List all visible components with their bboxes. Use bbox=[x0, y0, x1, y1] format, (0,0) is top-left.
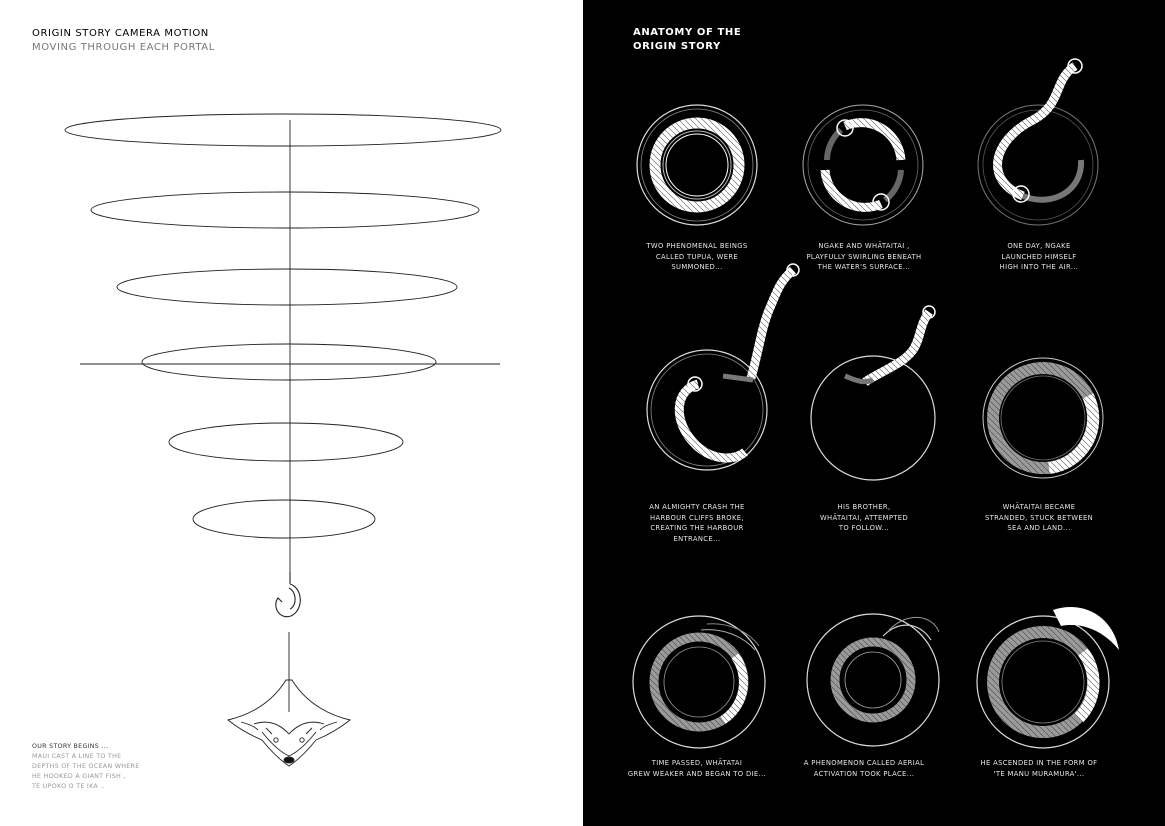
caption-6 bbox=[953, 502, 1125, 534]
caption-7 bbox=[611, 758, 783, 779]
caption-3-line-1: ONE DAY, NGAKE bbox=[1007, 242, 1071, 250]
caption-5-line-1: HIS BROTHER, bbox=[837, 503, 891, 511]
caption-6-line-1: WHĀTAITAI BECAME bbox=[1002, 503, 1076, 511]
right-panel bbox=[583, 0, 1165, 826]
caption-4 bbox=[611, 502, 783, 544]
caption-2-line-1: NGAKE AND WHĀTAITAI , bbox=[818, 242, 910, 250]
caption-3-line-3: HIGH INTO THE AIR... bbox=[999, 263, 1079, 271]
illustration-8-aerial-activation bbox=[807, 614, 939, 746]
story-line-1: OUR STORY BEGINS ... bbox=[32, 743, 109, 750]
story-illustrations bbox=[583, 0, 1165, 826]
caption-8-line-1: A PHENOMENON CALLED AERIAL bbox=[803, 759, 925, 767]
portal-ring-2 bbox=[91, 192, 479, 228]
right-title-line-2: ORIGIN STORY bbox=[633, 41, 721, 52]
portal-ring-3 bbox=[117, 269, 457, 305]
illustration-5-whataitai-follows bbox=[811, 306, 935, 480]
left-title: ORIGIN STORY CAMERA MOTION bbox=[32, 28, 209, 39]
caption-1-line-1: TWO PHENOMENAL BEINGS bbox=[646, 242, 748, 250]
story-line-3: DEPTHS OF THE OCEAN WHERE bbox=[32, 763, 140, 770]
caption-5-line-2: WHĀTAITAI, ATTEMPTED bbox=[819, 513, 909, 522]
caption-9-line-1: HE ASCENDED IN THE FORM OF bbox=[980, 759, 1098, 767]
right-title-line-1: ANATOMY OF THE bbox=[633, 27, 742, 38]
caption-3-line-2: LAUNCHED HIMSELF bbox=[1001, 252, 1077, 261]
caption-5-line-3: TO FOLLOW... bbox=[838, 524, 890, 532]
manta-ray-icon bbox=[228, 632, 350, 766]
caption-7-line-2: GREW WEAKER AND BEGAN TO DIE... bbox=[627, 769, 767, 778]
caption-1 bbox=[611, 241, 783, 273]
caption-2-line-3: THE WATER'S SURFACE... bbox=[817, 263, 911, 271]
portal-ring-1 bbox=[65, 114, 501, 146]
portal-ring-6 bbox=[193, 500, 375, 538]
caption-5 bbox=[778, 502, 950, 534]
story-line-5: TE UPOKO O TE IKA .. bbox=[32, 783, 105, 790]
caption-6-line-3: SEA AND LAND... bbox=[1007, 524, 1071, 532]
caption-8-line-2: ACTIVATION TOOK PLACE... bbox=[813, 769, 915, 778]
illustration-9-te-manu-muramura bbox=[977, 607, 1119, 748]
left-subtitle: MOVING THROUGH EACH PORTAL bbox=[32, 42, 215, 53]
caption-2-line-2: PLAYFULLY SWIRLING BENEATH bbox=[806, 252, 922, 261]
caption-9 bbox=[953, 758, 1125, 779]
story-line-2: MAUI CAST A LINE TO THE bbox=[32, 753, 122, 760]
caption-4-line-1: AN ALMIGHTY CRASH THE bbox=[649, 503, 745, 511]
illustration-4-harbour-crash bbox=[647, 264, 799, 470]
caption-4-line-2: HARBOUR CLIFFS BROKE, bbox=[650, 513, 744, 522]
caption-4-line-4: ENTRANCE... bbox=[673, 534, 721, 543]
caption-6-line-2: STRANDED, STUCK BETWEEN bbox=[984, 513, 1094, 522]
caption-9-line-2: 'TE MANU MURAMURA'... bbox=[993, 769, 1085, 778]
caption-2 bbox=[778, 241, 950, 273]
caption-1-line-2: CALLED TUPUA, WERE bbox=[655, 252, 739, 261]
portal-ring-5 bbox=[169, 423, 403, 461]
illustration-2-swirling-taniwha bbox=[803, 105, 923, 225]
illustration-6-stranded bbox=[983, 358, 1103, 478]
portal-ring-4 bbox=[142, 344, 436, 380]
caption-1-line-3: SUMMONED... bbox=[671, 263, 723, 271]
story-line-4: HE HOOKED A GIANT FISH , bbox=[32, 773, 126, 780]
caption-4-line-3: CREATING THE HARBOUR bbox=[650, 524, 744, 532]
story-text bbox=[32, 742, 140, 792]
caption-7-line-1: TIME PASSED, WHĀTATAI bbox=[651, 759, 743, 767]
illustration-7-growing-weaker bbox=[633, 616, 765, 748]
illustration-1-twin-rings bbox=[637, 105, 757, 225]
illustration-3-ngake-launch bbox=[978, 59, 1098, 225]
fish-hook-icon bbox=[276, 572, 300, 617]
caption-8 bbox=[778, 758, 950, 779]
caption-3 bbox=[953, 241, 1125, 273]
